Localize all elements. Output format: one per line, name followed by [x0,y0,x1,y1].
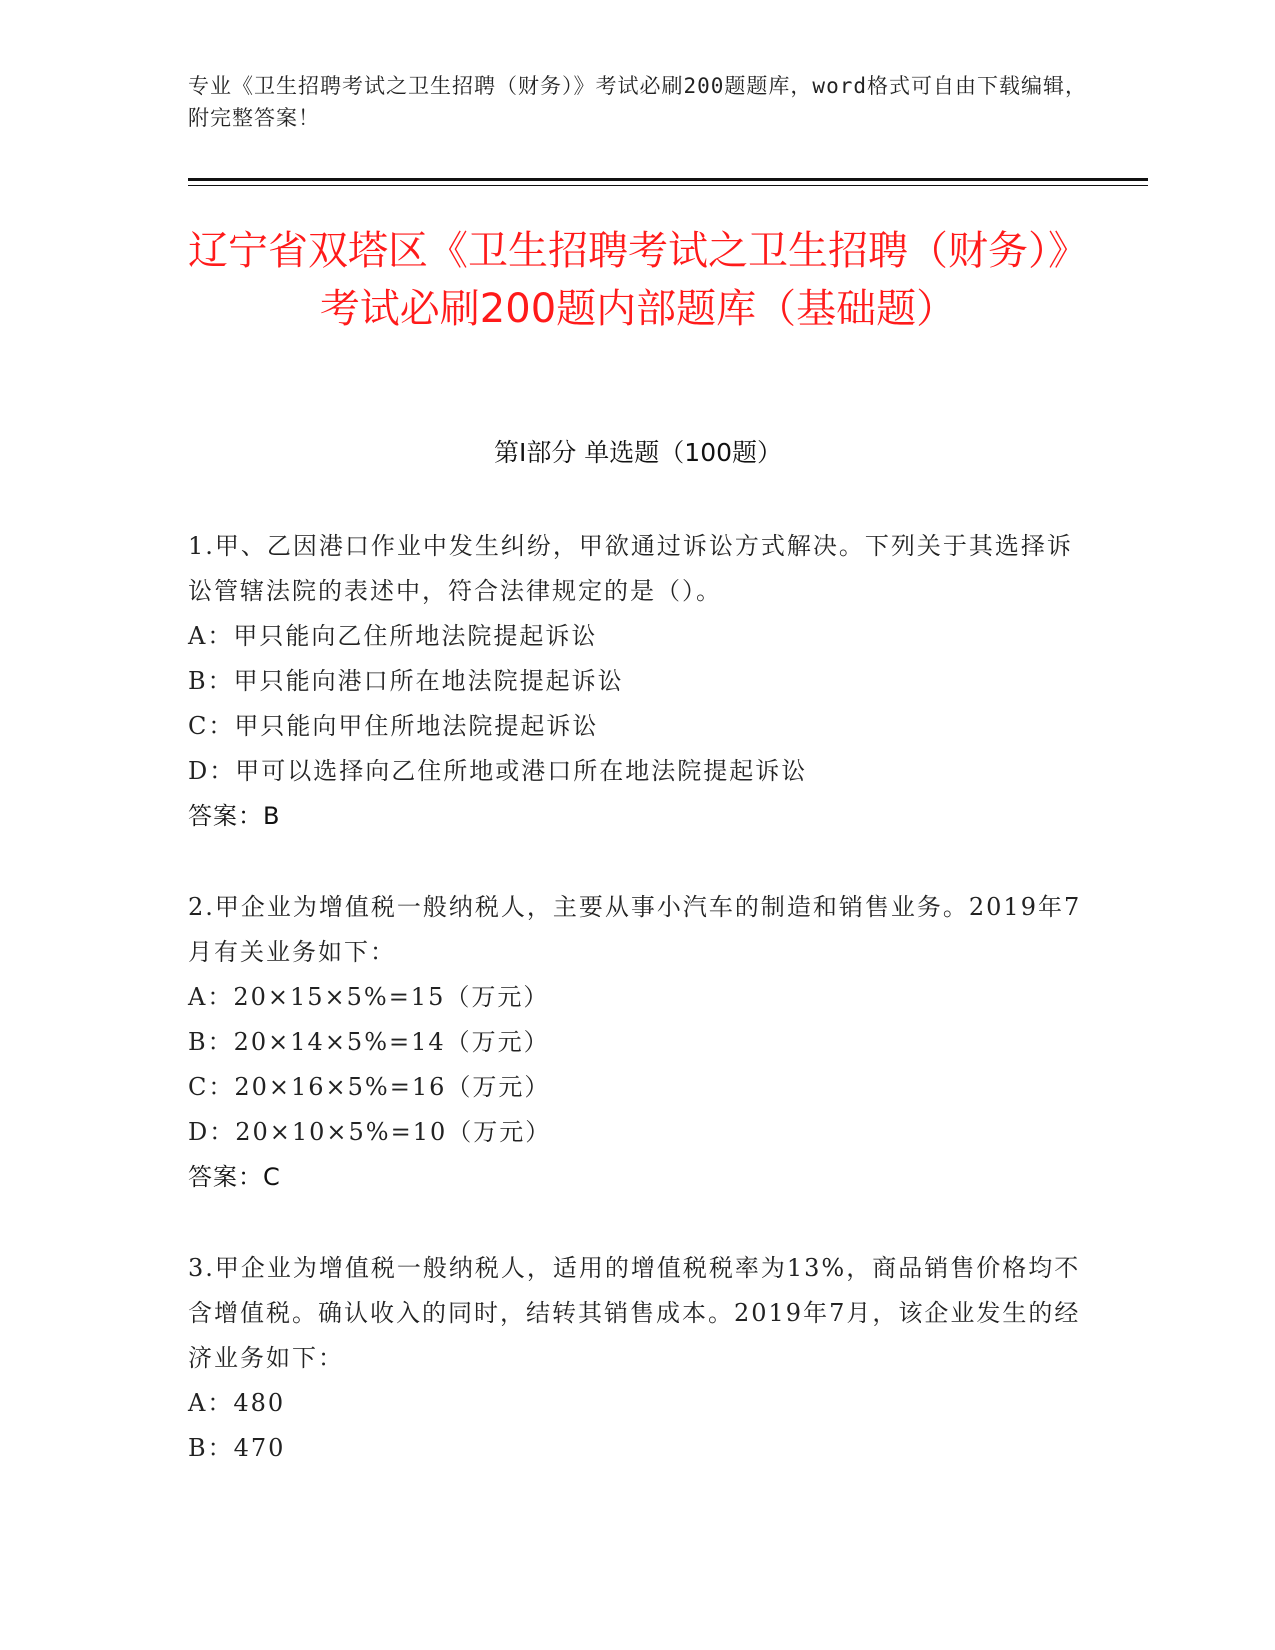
option-d: D：20×10×5%=10（万元） [188,1118,552,1146]
option-c: C：20×16×5%=16（万元） [188,1073,551,1101]
section-title: 第I部分 单选题（100题） [493,438,783,467]
question-2 [188,885,1088,1200]
answer-label: 答案：C [188,1163,281,1191]
intro-text: 专业《卫生招聘考试之卫生招聘（财务）》考试必刷200题题库，word格式可自由下载编辑，附完整答案！ [188,74,1087,130]
header-rule-thick [188,178,1148,181]
option-b: B：甲只能向港口所在地法院提起诉讼 [188,667,624,695]
question-3 [188,1246,1088,1471]
option-c: C：甲只能向甲住所地法院提起诉讼 [188,712,599,740]
option-a: A：480 [188,1389,286,1417]
question-list [188,524,1088,1517]
option-b: B：20×14×5%=14（万元） [188,1028,550,1056]
answer-label: 答案：B [188,802,281,830]
option-a: A：20×15×5%=15（万元） [188,983,550,1011]
question-stem: 1.甲、乙因港口作业中发生纠纷，甲欲通过诉讼方式解决。下列关于其选择诉讼管辖法院的表述中，符合法律规定的是（）。 [188,532,1073,605]
question-stem: 3.甲企业为增值税一般纳税人，适用的增值税税率为13%，商品销售价格均不含增值税。确认收入的同时，结转其销售成本。2019年7月，该企业发生的经济业务如下： [188,1254,1081,1372]
question-1 [188,524,1088,839]
document-title: 辽宁省双塔区《卫生招聘考试之卫生招聘（财务）》考试必刷200题内部题库（基础题） [188,228,1088,332]
header-rule-thin [188,185,1148,186]
option-b: B：470 [188,1434,286,1462]
option-a: A：甲只能向乙住所地法院提起诉讼 [188,622,598,650]
question-stem: 2.甲企业为增值税一般纳税人，主要从事小汽车的制造和销售业务。2019年7月有关业务如下： [188,893,1082,966]
option-d: D：甲可以选择向乙住所地或港口所在地法院提起诉讼 [188,757,808,785]
